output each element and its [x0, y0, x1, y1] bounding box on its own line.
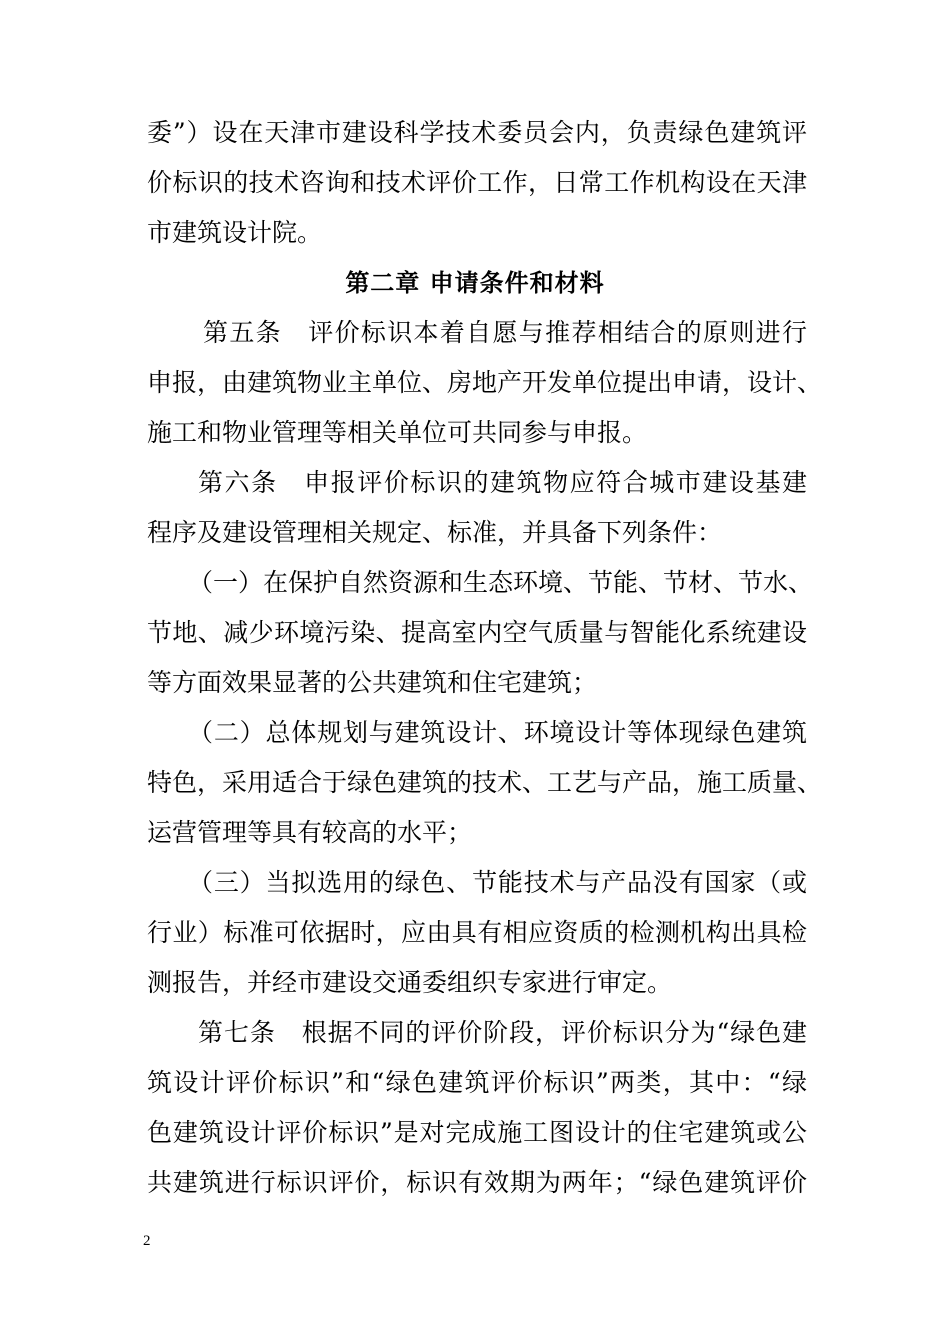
paragraph-line: 程序及建设管理相关规定、标准，并具备下列条件：	[147, 518, 723, 547]
paragraph-line: 行业）标准可依据时，应由具有相应资质的检测机构出具检	[147, 918, 807, 947]
paragraph-line: 筑设计评价标识”和“绿色建筑评价标识”两类，其中：“绿	[147, 1068, 807, 1097]
paragraph-line: 价标识的技术咨询和技术评价工作，日常工作机构设在天津	[147, 168, 807, 197]
article-5-line: 第五条 评价标识本着自愿与推荐相结合的原则进行	[203, 318, 807, 347]
chapter-heading: 第二章 申请条件和材料	[345, 269, 605, 297]
paragraph-line: 测报告，并经市建设交通委组织专家进行审定。	[147, 968, 673, 997]
paragraph-line: 施工和物业管理等相关单位可共同参与申报。	[147, 418, 648, 447]
paragraph-line: 等方面效果显著的公共建筑和住宅建筑；	[147, 668, 598, 697]
list-item-1-line: （一）在保护自然资源和生态环境、节能、节材、节水、	[188, 568, 814, 597]
paragraph-line: 节地、减少环境污染、提高室内空气质量与智能化系统建设	[147, 618, 807, 647]
paragraph-line: 市建筑设计院。	[147, 218, 323, 247]
article-7-line: 第七条 根据不同的评价阶段，评价标识分为“绿色建	[198, 1018, 807, 1047]
paragraph-line: 申报，由建筑物业主单位、房地产开发单位提出申请，设计、	[147, 368, 823, 397]
paragraph-line: 委”）设在天津市建设科学技术委员会内，负责绿色建筑评	[147, 118, 807, 147]
list-item-3-line: （三）当拟选用的绿色、节能技术与产品没有国家（或	[188, 868, 807, 897]
paragraph-line: 运营管理等具有较高的水平；	[147, 818, 473, 847]
paragraph-line: 色建筑设计评价标识”是对完成施工图设计的住宅建筑或公	[147, 1118, 807, 1147]
paragraph-line: 共建筑进行标识评价，标识有效期为两年；“绿色建筑评价	[147, 1168, 807, 1197]
article-6-line: 第六条 申报评价标识的建筑物应符合城市建设基建	[198, 468, 807, 497]
paragraph-line: 特色，采用适合于绿色建筑的技术、工艺与产品，施工质量、	[147, 768, 823, 797]
page-number: 2	[143, 1233, 151, 1249]
list-item-2-line: （二）总体规划与建筑设计、环境设计等体现绿色建筑	[188, 718, 807, 747]
